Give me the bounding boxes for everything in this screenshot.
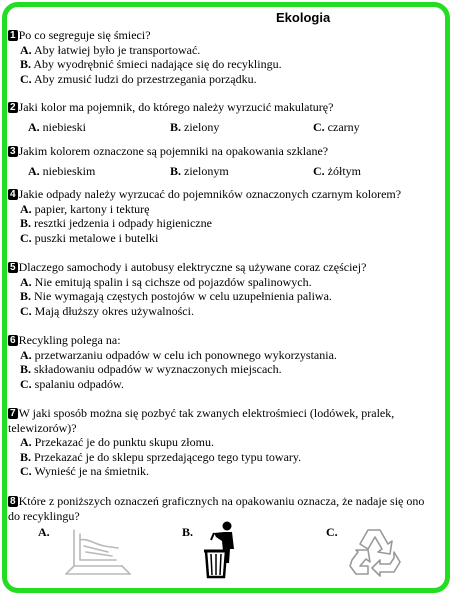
option-a[interactable]: A. Nie emitują spalin i są cichsze od pojazdów spalinowych. (20, 274, 312, 289)
question-4 (8, 187, 428, 245)
question-number: 8 (10, 496, 16, 507)
option-b[interactable]: B. zielonym (170, 163, 229, 178)
question-7 (8, 406, 428, 479)
page-title: Ekologia (276, 10, 331, 25)
tidyman-bin-icon[interactable] (202, 521, 242, 581)
recycle-icon[interactable] (346, 524, 404, 578)
option-a[interactable]: A. przetwarzaniu odpadów w celu ich ponownego wykorzystania. (20, 347, 337, 362)
question-1 (8, 28, 428, 86)
option-b[interactable]: B. zielony (170, 119, 220, 134)
option-c[interactable]: C. puszki metalowe i butelki (20, 230, 159, 245)
question-text: Dlaczego samochody i autobusy elektryczne są używane coraz częściej? (18, 260, 367, 274)
question-number: 2 (10, 102, 16, 113)
question-text: Jaki kolor ma pojemnik, do którego należy wyrzucić makulaturę? (18, 100, 334, 114)
question-text: Jakie odpady należy wyrzucać do pojemników oznaczonych czarnym kolorem? (18, 187, 402, 201)
question-5 (8, 260, 428, 318)
option-b[interactable]: B. Przekazać je do sklepu sprzedającego tego typu towary. (20, 449, 302, 464)
option-c[interactable]: C. żółtym (313, 163, 361, 178)
option-a[interactable]: A. papier, kartony i tekturę (20, 201, 150, 216)
question-number: 7 (10, 408, 16, 419)
question-text: Po co segreguje się śmieci? (18, 28, 151, 42)
question-text: Jakim kolorem oznaczone są pojemniki na opakowania szklane? (18, 144, 329, 158)
fragile-glass-hand-icon[interactable] (60, 524, 135, 580)
question-number: 1 (10, 30, 16, 41)
option-a[interactable]: A. niebieski (28, 119, 86, 134)
option-b[interactable]: B. składowaniu odpadów w wyznaczonych miejscach. (20, 362, 282, 376)
option-c-label[interactable]: C. (326, 525, 338, 539)
option-b[interactable]: B. resztki jedzenia i odpady higieniczne (20, 216, 212, 230)
option-c[interactable]: C. Aby zmusić ludzi do przestrzegania porządku. (20, 71, 257, 86)
option-a[interactable]: A. Przekazać je do punktu skupu złomu. (20, 435, 214, 449)
option-b[interactable]: B. Aby wyodrębnić śmieci nadające się do recyklingu. (20, 57, 282, 71)
option-b-label[interactable]: B. (182, 525, 194, 539)
option-c[interactable]: C. Wynieść je na śmietnik. (20, 464, 150, 478)
question-text: W jaki sposób można się pozbyć tak zwanych elektrośmieci (lodówek, pralek, telewizorów)? (8, 406, 395, 435)
question-text: Które z poniższych oznaczeń graficznych na opakowaniu oznacza, że nadaje się ono do recyklingu? (8, 494, 425, 523)
option-a[interactable]: A. Aby łatwiej było je transportować. (20, 42, 201, 57)
question-2 (8, 100, 428, 136)
option-c[interactable]: C. czarny (313, 119, 360, 134)
question-8 (8, 494, 428, 523)
option-a[interactable]: A. niebieskim (28, 163, 96, 178)
question-number: 3 (10, 146, 16, 157)
question-text: Recykling polega na: (18, 333, 121, 347)
question-number: 5 (10, 262, 16, 273)
question-3 (8, 144, 428, 180)
question-6 (8, 333, 428, 391)
option-b[interactable]: B. Nie wymagają częstych postojów w celu uzupełnienia paliwa. (20, 289, 332, 303)
option-c[interactable]: C. spalaniu odpadów. (20, 376, 124, 391)
question-number: 6 (10, 335, 16, 346)
option-c[interactable]: C. Mają dłuższy okres używalności. (20, 303, 194, 318)
question-number: 4 (10, 189, 16, 200)
option-a-label[interactable]: A. (38, 525, 50, 539)
